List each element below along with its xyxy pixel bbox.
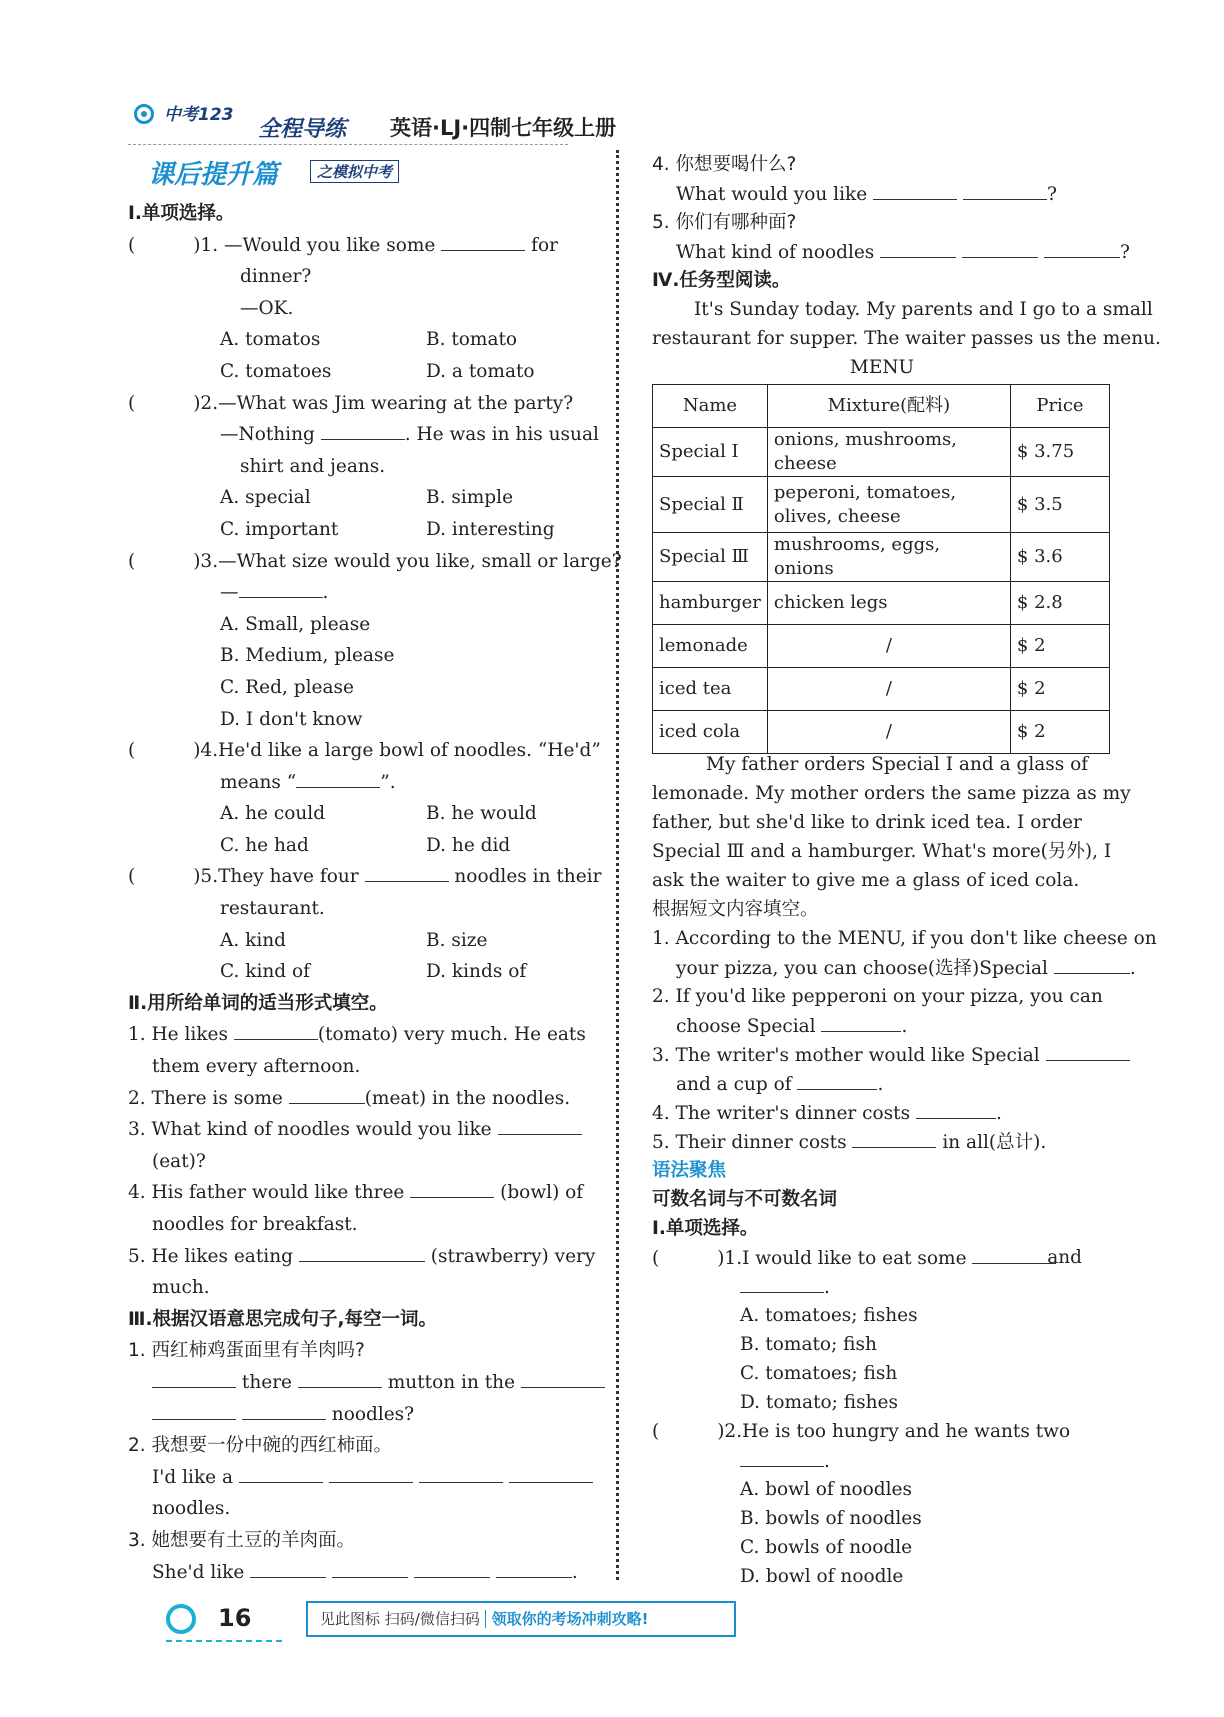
answer-blank[interactable] [873, 179, 957, 200]
grammar-subtitle: 可数名词与不可数名词 [652, 1189, 838, 1210]
answer-blank[interactable] [509, 1462, 593, 1483]
part1-title: Ⅰ.单项选择。 [128, 203, 235, 224]
answer-blank[interactable] [962, 237, 1038, 258]
answer-blank[interactable] [419, 1462, 503, 1483]
page-number-icon [166, 1604, 196, 1634]
brand-name: 中考123 [164, 105, 234, 125]
options-row [128, 356, 592, 388]
answer-blank[interactable] [740, 1272, 824, 1293]
option-d[interactable]: D. a tomato [426, 360, 535, 382]
answer-blank[interactable] [972, 1243, 1056, 1264]
answer-blank[interactable] [441, 230, 525, 251]
option-b[interactable]: B. bowls of noodles [740, 1508, 922, 1529]
question-1: ( )1. —Would you like some for [128, 230, 592, 262]
answer-blank[interactable] [821, 1011, 901, 1032]
answer-blank[interactable] [152, 1399, 236, 1420]
series-name: 全程导练 [258, 117, 347, 142]
answer-blank[interactable] [321, 419, 405, 440]
option-c[interactable]: C. kind of [220, 961, 311, 983]
part3-title: Ⅲ.根据汉语意思完成句子,每空一词。 [128, 1308, 438, 1330]
right-column-lower: My father orders Special Ⅰ and a glass of lemonade. My mother orders the same pizza as my father, but she'd like to drink iced tea. I order Special Ⅲ and a hamburger. What's more(另外), I ask the waiter to give me a glass of iced cola. 根据短文内容填空。 1. According to the MENU, if you don't like cheese on your pizza, you can choose(选择)Special . 2. If you'd like pepperoni on your pizza, you can choose Special . 3. The writer's mother would like Special and a cup of . 4. The writer's dinner costs . 5. Their dinner costs in all(总计). 语法聚焦 可数名词与不可数名词 Ⅰ.单项选择。 ( )1.I would like to eat some and . A. tomatoes; fishes B. tomato; fish C. tomatoes; fish D. tomato; fishes ( )2.He is too hungry and he wants two . A. bowl of noodles B. bowls of noodles C. bowls of noodle D. bowl of noodle [652, 750, 1112, 1591]
subject-title: 英语·LJ·四制七年级上册 [390, 116, 617, 140]
question-5: ( )5.They have four noodles in their [128, 861, 592, 893]
option-d[interactable]: D. tomato; fishes [740, 1392, 898, 1413]
answer-blank[interactable] [1044, 237, 1120, 258]
option-a[interactable]: A. special [220, 487, 311, 509]
answer-blank[interactable] [414, 1557, 490, 1578]
option-d[interactable]: D. he did [426, 834, 511, 856]
page-number: 16 [218, 1604, 252, 1632]
table-row: lemonade / $ 2 [653, 625, 1110, 668]
option-b[interactable]: B. tomato; fish [740, 1334, 877, 1355]
left-column: Ⅰ.单项选择。 ( )1. —Would you like some for dinner? —OK. A. tomatos B. tomato C. tomatoes D. a tomato ( )2.—What was Jim wearing at the party? —Nothing . He was in his usual shirt and jeans. A. special B. simple C. important D. interesting ( )3.—What size would you like, small or large? — . A. Small, please B. Medium, please C. Red, please D. I don't know ( )4.He'd like a large bowl of noodles. “He'd” means “ ”. A. he could B. he would C. he had D. he did ( )5.They have four noodles in their restaurant. A. kind B. size C. kind of D. kinds of Ⅱ.用所给单词的适当形式填空。 1. He likes (tomato) very much. He eats them every afternoon. 2. There is some (meat) in the noodles. 3. What kind of noodles would you like (eat)? 4. His father would like three (bowl) of noodles for breakfast. 5. He likes eating (strawberry) very much. Ⅲ.根据汉语意思完成句子,每空一词。 1. 西红柿鸡蛋面里有羊肉吗? there mutton in the noodles? 2. 我想要一份中碗的西红柿面。 I'd like a noodles. 3. 她想要有土豆的羊肉面。 She'd like . [128, 198, 592, 1588]
answer-blank[interactable] [239, 577, 323, 598]
options-row [128, 324, 592, 356]
answer-blank[interactable] [296, 767, 380, 788]
option-c[interactable]: C. he had [220, 834, 309, 856]
option-c[interactable]: C. tomatoes [220, 360, 332, 382]
question-4: ( )4.He'd like a large bowl of noodles. “He'd” [128, 740, 601, 762]
part2-title: Ⅱ.用所给单词的适当形式填空。 [128, 992, 388, 1014]
fill-item-4: 4. His father would like three (bowl) of [128, 1177, 592, 1209]
fill-item-1: 1. He likes (tomato) very much. He eats [128, 1019, 592, 1051]
table-row: Special Ⅱ peperoni, tomatoes, olives, cheese $ 3.5 [653, 477, 1110, 533]
table-row: iced tea / $ 2 [653, 668, 1110, 711]
answer-blank[interactable] [332, 1557, 408, 1578]
answer-blank[interactable] [963, 179, 1047, 200]
answer-blank[interactable] [740, 1446, 824, 1467]
answer-blank[interactable] [365, 861, 449, 882]
brand-logo-icon [134, 104, 154, 124]
answer-blank[interactable] [852, 1127, 936, 1148]
menu-table [652, 384, 1110, 754]
table-row: hamburger chicken legs $ 2.8 [653, 582, 1110, 625]
answer-blank[interactable] [1054, 953, 1130, 974]
column-divider [616, 150, 619, 1580]
table-row: Special Ⅰ onions, mushrooms, cheese $ 3.75 [653, 428, 1110, 477]
option-c[interactable]: C. Red, please [220, 676, 354, 698]
option-a[interactable]: A. kind [220, 929, 287, 951]
table-row: iced cola / $ 2 [653, 711, 1110, 754]
section-title: 课后提升篇 [148, 160, 279, 190]
answer-blank[interactable] [289, 1083, 365, 1104]
question-2: ( )2.—What was Jim wearing at the party? [128, 392, 574, 414]
table-row: Special Ⅲ mushrooms, eggs, onions $ 3.6 [653, 533, 1110, 582]
grammar-question-1: ( )1.I would like to eat some and [652, 1243, 1112, 1272]
answer-blank[interactable] [299, 1241, 425, 1262]
part4-title: Ⅳ.任务型阅读。 [652, 270, 791, 291]
option-a[interactable]: A. tomatos [220, 329, 321, 351]
menu-title: MENU [849, 357, 915, 378]
header-divider [128, 144, 568, 145]
answer-blank[interactable] [329, 1462, 413, 1483]
grammar-title: 语法聚焦 [652, 1160, 727, 1181]
option-d[interactable]: D. bowl of noodle [740, 1566, 904, 1587]
answer-blank[interactable] [234, 1019, 318, 1040]
answer-blank[interactable] [410, 1177, 494, 1198]
option-b[interactable]: B. tomato [426, 329, 518, 351]
answer-blank[interactable] [521, 1367, 605, 1388]
footer-banner[interactable]: 见此图标 扫码/微信扫码 领取你的考场冲刺攻略! [306, 1601, 736, 1637]
answer-blank[interactable] [496, 1557, 572, 1578]
option-c[interactable]: C. important [220, 518, 339, 540]
option-a[interactable]: A. Small, please [220, 613, 371, 635]
option-d[interactable]: D. I don't know [220, 708, 363, 730]
option-b[interactable]: B. Medium, please [220, 645, 395, 667]
option-c[interactable]: C. tomatoes; fish [740, 1363, 898, 1384]
option-b[interactable]: B. simple [426, 487, 514, 509]
answer-blank[interactable] [250, 1557, 326, 1578]
table-header-row: Name Mixture(配料) Price [653, 385, 1110, 428]
answer-blank[interactable] [152, 1367, 236, 1388]
answer-blank[interactable] [298, 1367, 382, 1388]
option-c[interactable]: C. bowls of noodle [740, 1537, 913, 1558]
fill-item-3: 3. What kind of noodles would you like [128, 1114, 592, 1146]
fill-item-5: 5. He likes eating (strawberry) very [128, 1241, 592, 1273]
answer-blank[interactable] [797, 1069, 877, 1090]
answer-blank[interactable] [880, 237, 956, 258]
right-column: 4. 你想要喝什么? What would you like ? 5. 你们有哪种面? What kind of noodles ? Ⅳ.任务型阅读。 It's Sunday today. My parents and I go to a small restaurant for supper. The waiter passes us the menu. MENU [652, 150, 1112, 382]
option-d[interactable]: D. kinds of [426, 961, 527, 983]
grammar-question-2: ( )2.He is too hungry and he wants two [652, 1421, 1071, 1442]
answer-blank[interactable] [498, 1114, 582, 1135]
section-subtitle: 之模拟中考 [310, 160, 399, 183]
option-d[interactable]: D. interesting [426, 518, 555, 540]
option-a[interactable]: A. bowl of noodles [740, 1479, 912, 1500]
fill-item-2: 2. There is some (meat) in the noodles. [128, 1083, 592, 1115]
option-b[interactable]: B. he would [426, 803, 537, 825]
question-3: ( )3.—What size would you like, small or large? [128, 550, 622, 572]
answer-blank[interactable] [1046, 1040, 1130, 1061]
answer-blank[interactable] [239, 1462, 323, 1483]
option-b[interactable]: B. size [426, 929, 488, 951]
option-a[interactable]: A. he could [220, 803, 326, 825]
footer-rule [166, 1640, 282, 1642]
answer-blank[interactable] [242, 1399, 326, 1420]
option-a[interactable]: A. tomatoes; fishes [740, 1305, 918, 1326]
answer-blank[interactable] [916, 1098, 996, 1119]
